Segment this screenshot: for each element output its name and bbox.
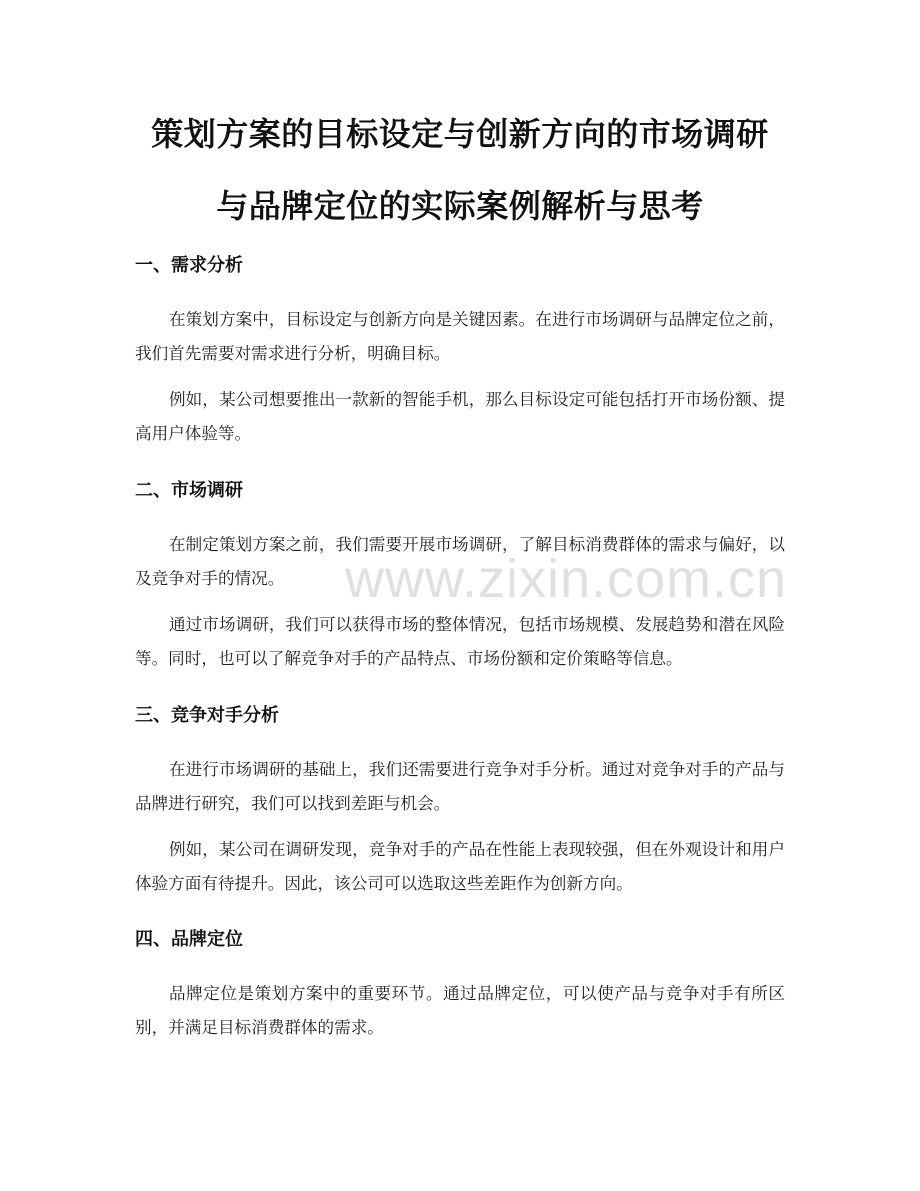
section-heading: 二、市场调研 [135,480,243,501]
paragraph: 例如，某公司想要推出一款新的智能手机，那么目标设定可能包括打开市场份额、提高用户体验等。 [135,390,785,443]
section-heading: 三、竞争对手分析 [135,705,279,726]
watermark: www.zixin.com.cn [345,549,788,609]
paragraph: 例如，某公司在调研发现，竞争对手的产品在性能上表现较强，但在外观设计和用户体验方面有待提升。因此，该公司可以选取这些差距作为创新方向。 [135,840,785,893]
document-title [100,98,820,242]
paragraph: 在策划方案中，目标设定与创新方向是关键因素。在进行市场调研与品牌定位之前，我们首先需要对需求进行分析，明确目标。 [135,310,785,363]
paragraph: 在制定策划方案之前，我们需要开展市场调研，了解目标消费群体的需求与偏好，以及竞争对手的情况。 [135,535,785,588]
paragraph: 品牌定位是策划方案中的重要环节。通过品牌定位，可以使产品与竞争对手有所区别，并满足目标消费群体的需求。 [135,984,785,1037]
section-brand-positioning [135,927,785,1045]
section-heading: 四、品牌定位 [135,929,243,950]
section-competitor-analysis [135,703,785,901]
paragraph: 通过市场调研，我们可以获得市场的整体情况，包括市场规模、发展趋势和潜在风险等。同时，也可以了解竞争对手的产品特点、市场份额和定价策略等信息。 [135,615,785,668]
section-demand-analysis [135,253,785,451]
title-line-1: 策划方案的目标设定与创新方向的市场调研 [151,115,769,153]
paragraph: 在进行市场调研的基础上，我们还需要进行竞争对手分析。通过对竞争对手的产品与品牌进行研究，我们可以找到差距与机会。 [135,760,785,813]
title-line-2: 与品牌定位的实际案例解析与思考 [216,187,704,225]
section-heading: 一、需求分析 [135,255,243,276]
